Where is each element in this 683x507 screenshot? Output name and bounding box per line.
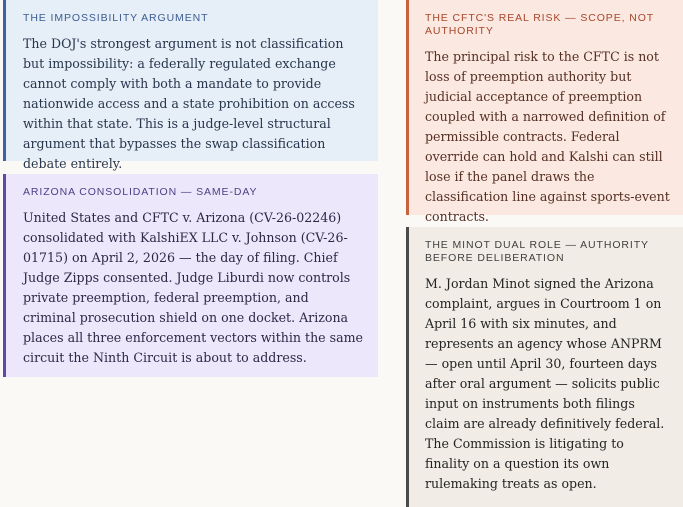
minot-dual-role-text: M. Jordan Minot signed the Arizona complaint, argues in Courtroom 1 on April 16 with six minutes, and represents an agency whose ANPRM — open until April 30, fourteen days after oral argument — solicits public input on instruments both filings claim are already definitively federal. The Commission is litigating to finality on a question its own rulemaking treats as open. [425,276,665,491]
impossibility-argument-card [3,0,378,171]
impossibility-argument-label: THE IMPOSSIBILITY ARGUMENT [23,12,209,24]
minot-dual-role-card [406,227,683,507]
impossibility-argument-text: The DOJ's strongest argument is not classification but impossibility: a federally regulated exchange cannot comply with both a mandate to provide nationwide access and a state prohibition on access within that state. This is a judge-level structural argument that bypasses the swap classification debate entirely. [23,36,355,171]
cftc-real-risk-card [406,0,683,224]
arizona-consolidation-text: United States and CFTC v. Arizona (CV-26-02246) consolidated with KalshiEX LLC v. Johnson (CV-26-01715) on April 2, 2026 — the day of filing. Chief Judge Zipps consented. Judge Liburdi now controls private preemption, federal preemption, and criminal prosecution shield on one docket. Arizona places all three enforcement vectors within the same circuit the Ninth Circuit is about to address. [23,210,364,365]
minot-dual-role-label: THE MINOT DUAL ROLE — AUTHORITY BEFORE DELIBERATION [425,239,649,264]
cftc-real-risk-label: THE CFTC'S REAL RISK — SCOPE, NOT AUTHORITY [425,12,654,37]
arizona-consolidation-label: ARIZONA CONSOLIDATION — SAME-DAY [23,186,258,198]
cftc-real-risk-text: The principal risk to the CFTC is not loss of preemption authority but judicial acceptance of preemption coupled with a narrowed definition of permissible contracts. Federal override can hold and Kalshi can still lose if the panel draws the classification line against sports-event contracts. [425,49,670,224]
arizona-consolidation-card [3,174,378,377]
